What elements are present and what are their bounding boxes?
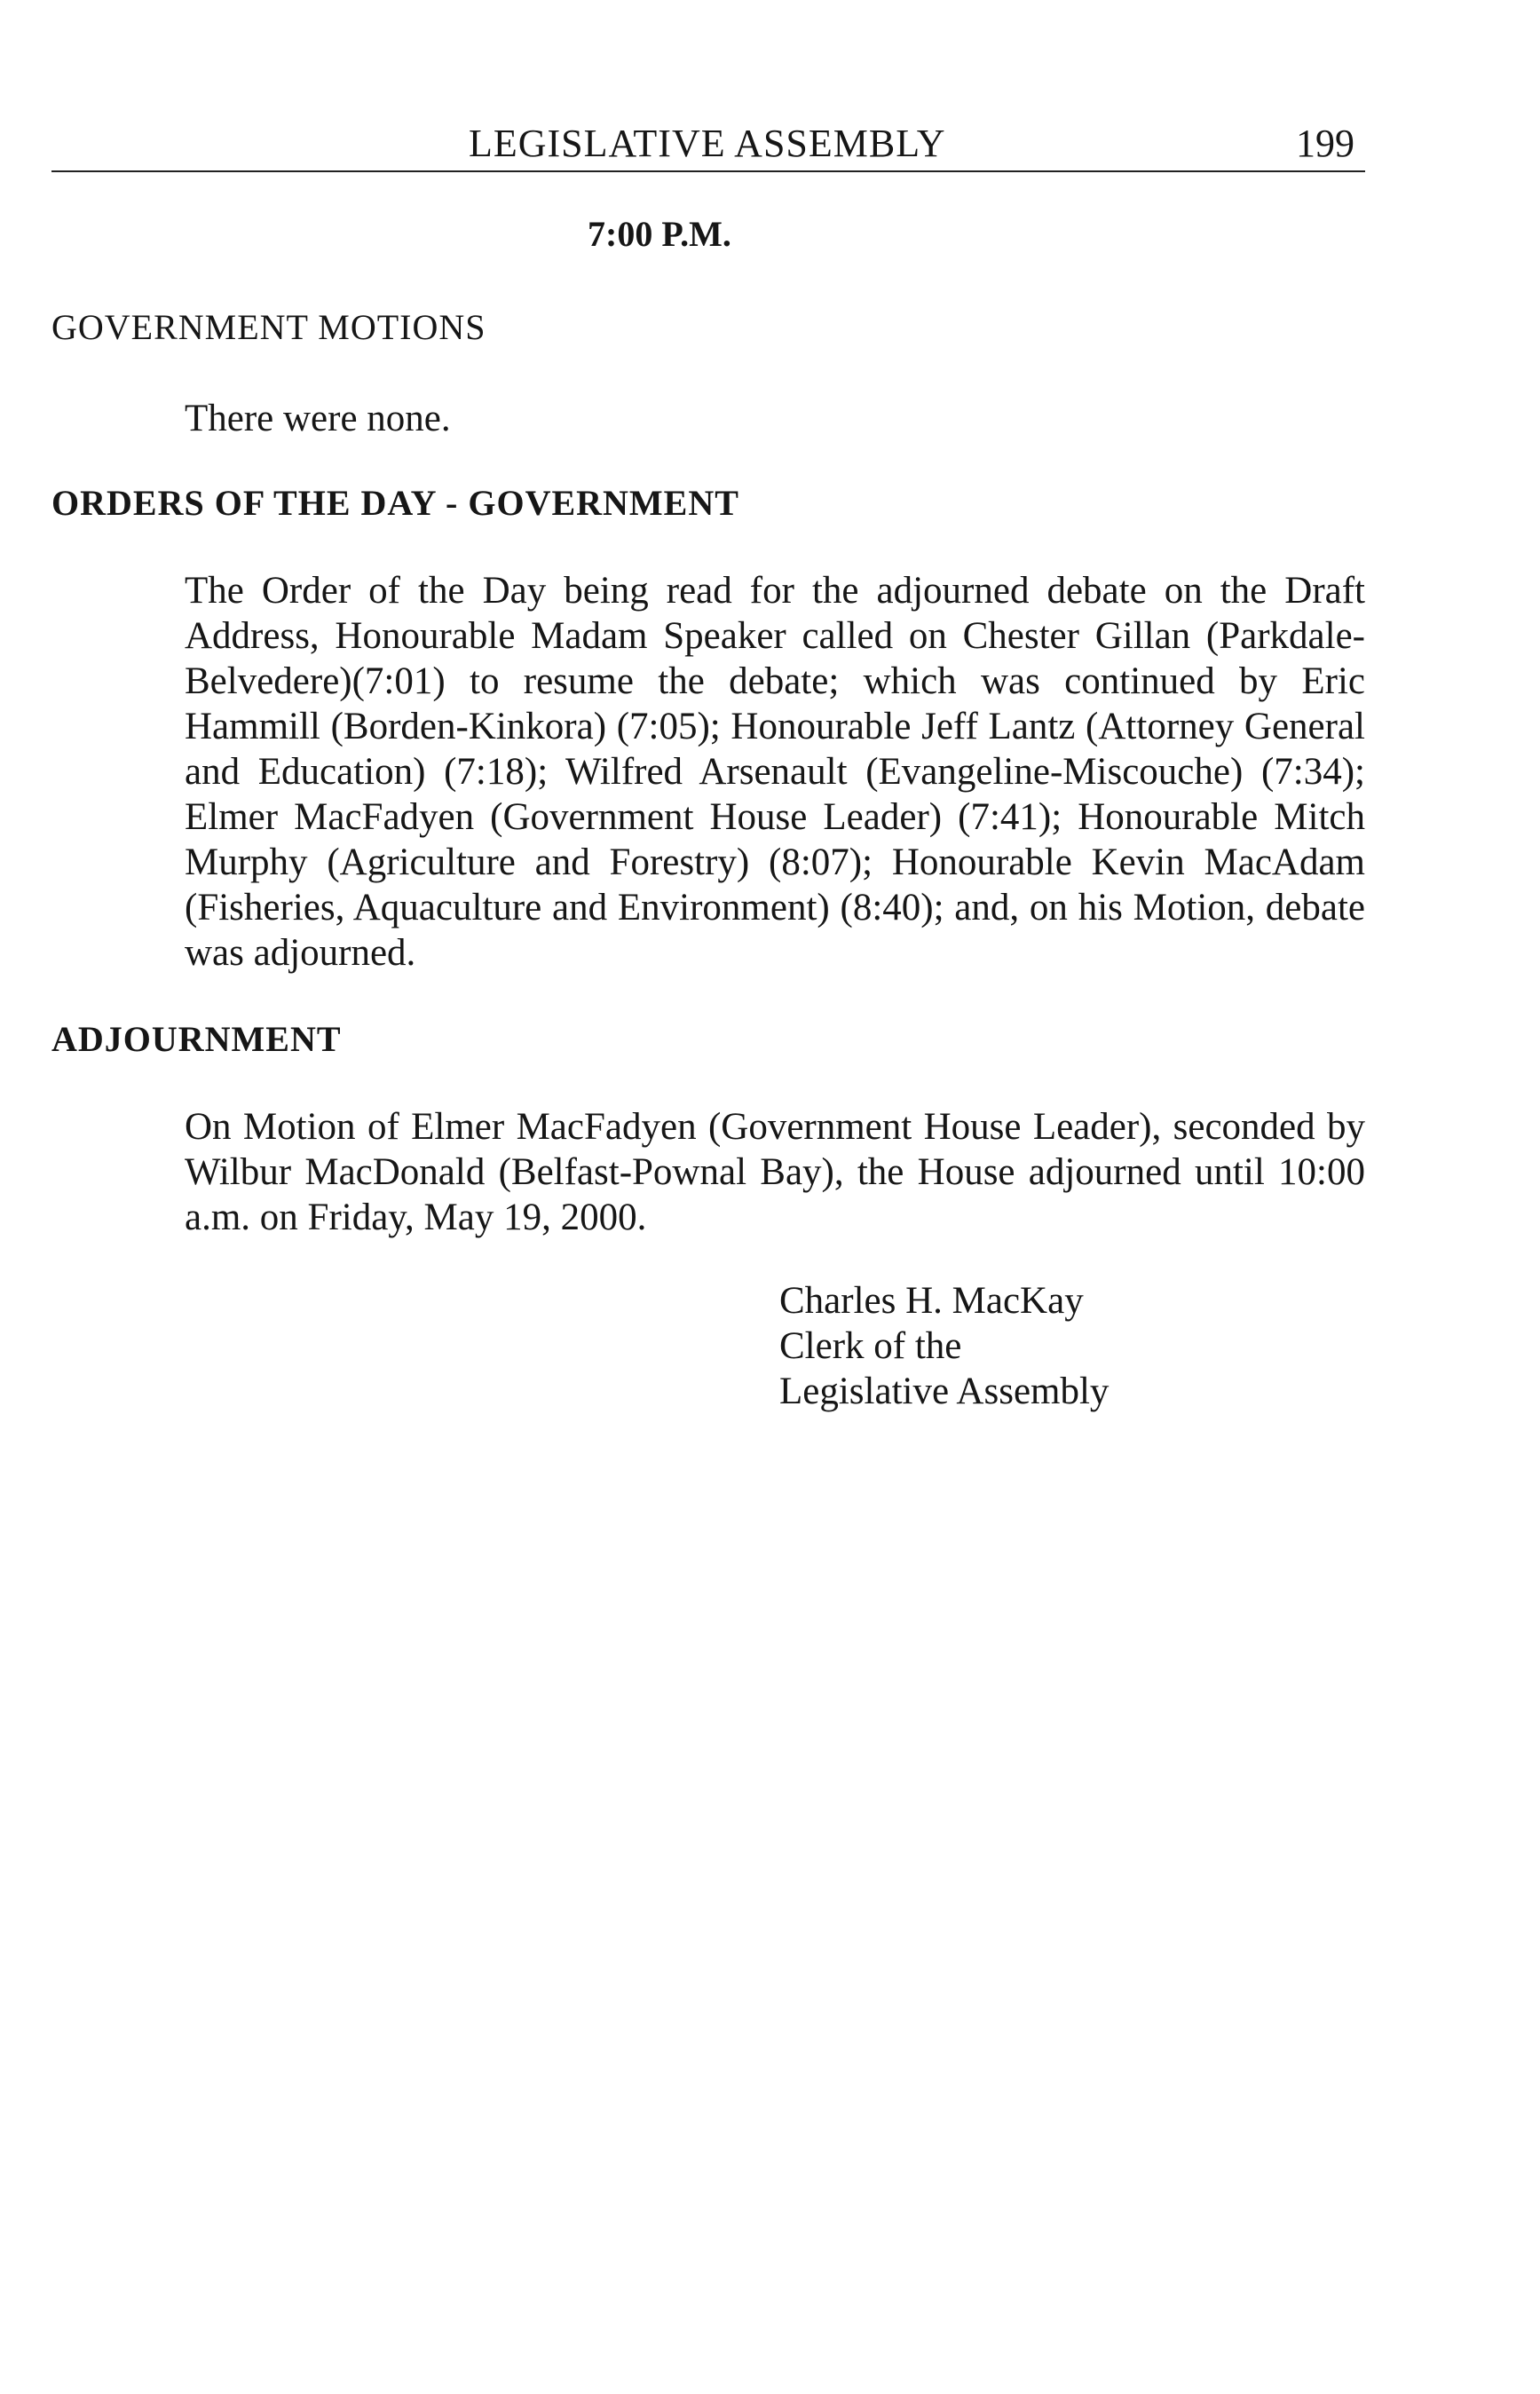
government-motions-heading: GOVERNMENT MOTIONS xyxy=(51,307,486,347)
signatory-title-line2: Legislative Assembly xyxy=(779,1371,1110,1412)
government-motions-text: There were none. xyxy=(185,398,451,439)
adjournment-text: On Motion of Elmer MacFadyen (Government House Leader), seconded by Wilbur MacDonald (Belfast-Pownal Bay), the House adjourned until 10:00 a.m. on Friday, May 19, 2000. xyxy=(185,1106,1365,1238)
adjournment-heading: ADJOURNMENT xyxy=(51,1019,342,1059)
orders-of-the-day-text: The Order of the Day being read for the adjourned debate on the Draft Address, Honourable Madam Speaker called on Chester Gillan (Parkdale-Belvedere)(7:01) to resume the debate; which was continued by Eric Hammill (Borden-Kinkora) (7:05); Honourable Jeff Lantz (Attorney General and Education) (7:18); Wilfred Arsenault (Evangeline-Miscouche) (7:34); Elmer MacFadyen (Government House Leader) (7:41); Honourable Mitch Murphy (Agriculture and Forestry) (8:07); Honourable Kevin MacAdam (Fisheries, Aquaculture and Environment) (8:40); and, on his Motion, debate was adjourned. xyxy=(185,570,1365,974)
time-heading: 7:00 P.M. xyxy=(588,214,731,254)
signatory-name: Charles H. MacKay xyxy=(779,1280,1084,1322)
orders-of-the-day-heading: ORDERS OF THE DAY - GOVERNMENT xyxy=(51,483,739,523)
signatory-title-line1: Clerk of the xyxy=(779,1325,962,1367)
signature-block xyxy=(779,1278,1109,1414)
running-title: LEGISLATIVE ASSEMBLY xyxy=(469,122,946,165)
page-header xyxy=(51,115,1365,172)
page-number: 199 xyxy=(1296,122,1354,165)
